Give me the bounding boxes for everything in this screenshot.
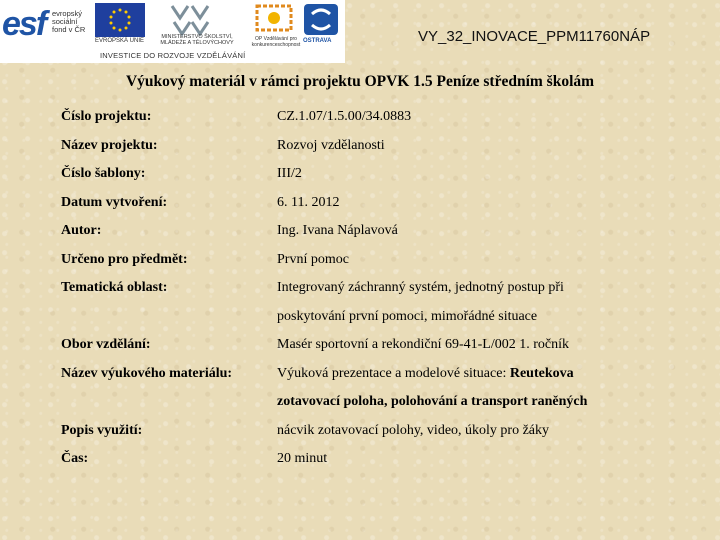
row-label [61,303,277,332]
row-value [277,388,701,417]
info-row [61,360,701,389]
row-value: První pomoc [277,251,349,267]
row-value [277,360,701,389]
eu-label: EVROPSKÁ UNIE [95,38,145,44]
info-row [61,417,701,446]
msmt-label: MINISTERSTVO ŠKOLSTVÍ, MLÁDEŽE A TĚLOVÝCHOVY [160,34,234,46]
op-label: OP Vzdělávání pro konkurenceschopnost [251,36,301,48]
page-title: Výukový materiál v rámci projektu OPVK 1.5 Peníze středním školám [125,73,595,90]
row-label: Název výukového materiálu: [61,365,233,381]
row-label: Číslo šablony: [61,166,146,181]
info-row [61,189,701,218]
row-value: Integrovaný záchranný systém, jednotný postup při [277,280,564,295]
row-label: Autor: [61,223,102,238]
eu-flag-icon [95,3,145,37]
row-value: 20 minut [277,451,328,466]
row-value: Rozvoj vzdělanosti [277,137,385,153]
row-label: Určeno pro předmět: [61,251,188,267]
row-label: Číslo projektu: [61,109,152,124]
esf-text-line: sociální [52,17,78,26]
info-row [61,388,701,417]
material-code: VY_32_INOVACE_PPM11760NÁP [418,28,651,45]
logo-strip: esf evropský sociální fond v ČR EVROPSKÁ UNIE MINISTERSTVO ŠKOLSTVÍ, MLÁDEŽE A TĚLOVÝCHOVY OP Vzdělávání pro konkurenceschopnost OSTRAVA INVESTICE DO ROZVOJE VZDĚLÁVÁNÍ [0,0,345,63]
row-value: III/2 [277,166,302,181]
row-label: Popis využití: [61,422,143,438]
row-label: Tematická oblast: [61,280,168,295]
row-value: nácvik zotavovací polohy, video, úkoly pro žáky [277,422,550,438]
info-row [61,103,701,132]
row-value: CZ.1.07/1.5.00/34.0883 [277,109,412,124]
row-value: poskytování první pomoci, mimořádné situace [277,308,538,324]
esf-text [52,10,92,34]
info-row [61,132,701,161]
esf-text-line: fond v ČR [52,25,86,34]
info-row [61,274,701,303]
info-row [61,160,701,189]
row-value: Masér sportovní a rekondiční 69-41-L/002 1. ročník [277,337,569,352]
row-value-text: Výuková prezentace a modelové situace: [277,365,510,381]
row-value-bold: Reutekova [509,365,574,381]
op-logo-icon [253,2,297,40]
investice-tagline: INVESTICE DO ROZVOJE VZDĚLÁVÁNÍ [100,51,246,60]
ostrava-label: OSTRAVA [303,38,332,44]
row-label [61,388,277,417]
ostrava-logo-icon [302,2,340,37]
info-row [61,303,701,332]
row-value-bold: zotavovací poloha, polohování a transport raněných [277,394,588,409]
row-value: Ing. Ivana Náplavová [277,223,398,238]
row-label: Název projektu: [61,137,158,153]
info-row [61,331,701,360]
row-value: 6. 11. 2012 [277,194,340,210]
row-label: Obor vzdělání: [61,337,151,352]
esf-text-line: evropský [52,9,83,18]
row-label: Čas: [61,451,89,466]
info-row [61,246,701,275]
info-row [61,217,701,246]
msmt-logo-icon [170,2,212,36]
row-label: Datum vytvoření: [61,194,168,210]
info-row [61,445,701,474]
info-table [61,103,701,474]
